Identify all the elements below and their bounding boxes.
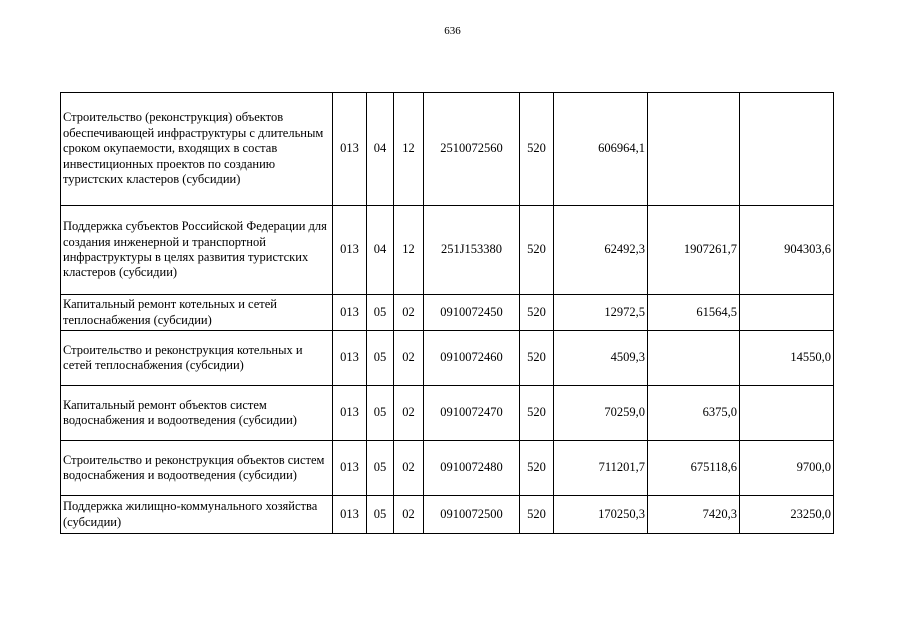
amount-year1-cell: 711201,7 xyxy=(554,441,648,496)
subsection-code-cell: 02 xyxy=(394,496,424,534)
target-code-cell: 0910072500 xyxy=(424,496,520,534)
ministry-code-cell: 013 xyxy=(333,295,367,331)
subsection-code-cell: 12 xyxy=(394,93,424,206)
table-row xyxy=(61,93,834,206)
expense-type-cell: 520 xyxy=(520,331,554,386)
target-code-cell: 0910072480 xyxy=(424,441,520,496)
expense-name-cell: Строительство и реконструкция объектов систем водоснабжения и водоотведения (субсидии) xyxy=(61,441,333,496)
target-code-cell: 251J153380 xyxy=(424,206,520,295)
expense-type-cell: 520 xyxy=(520,496,554,534)
table-row xyxy=(61,441,834,496)
expense-name-cell: Строительство и реконструкция котельных и сетей теплоснабжения (субсидии) xyxy=(61,331,333,386)
ministry-code-cell: 013 xyxy=(333,93,367,206)
amount-year1-cell: 62492,3 xyxy=(554,206,648,295)
amount-year1-cell: 170250,3 xyxy=(554,496,648,534)
amount-year3-cell: 14550,0 xyxy=(740,331,834,386)
page-number: 636 xyxy=(444,25,461,37)
section-code-cell: 05 xyxy=(367,441,394,496)
expense-type-cell: 520 xyxy=(520,386,554,441)
subsection-code-cell: 02 xyxy=(394,441,424,496)
section-code-cell: 04 xyxy=(367,206,394,295)
subsection-code-cell: 02 xyxy=(394,386,424,441)
subsection-code-cell: 02 xyxy=(394,331,424,386)
section-code-cell: 04 xyxy=(367,93,394,206)
ministry-code-cell: 013 xyxy=(333,206,367,295)
section-code-cell: 05 xyxy=(367,295,394,331)
expense-type-cell: 520 xyxy=(520,206,554,295)
amount-year1-cell: 4509,3 xyxy=(554,331,648,386)
expense-name-cell: Капитальный ремонт котельных и сетей теплоснабжения (субсидии) xyxy=(61,295,333,331)
expense-name-cell: Поддержка жилищно-коммунального хозяйства (субсидии) xyxy=(61,496,333,534)
ministry-code-cell: 013 xyxy=(333,441,367,496)
amount-year1-cell: 70259,0 xyxy=(554,386,648,441)
amount-year3-cell: 904303,6 xyxy=(740,206,834,295)
expense-name-cell: Поддержка субъектов Российской Федерации для создания инженерной и транспортной инфраструктуры в целях развития туристских кластеров (субсидии) xyxy=(61,206,333,295)
amount-year1-cell: 12972,5 xyxy=(554,295,648,331)
table-row xyxy=(61,331,834,386)
table-row xyxy=(61,295,834,331)
amount-year3-cell xyxy=(740,295,834,331)
subsection-code-cell: 12 xyxy=(394,206,424,295)
table-row xyxy=(61,386,834,441)
target-code-cell: 2510072560 xyxy=(424,93,520,206)
ministry-code-cell: 013 xyxy=(333,496,367,534)
section-code-cell: 05 xyxy=(367,496,394,534)
amount-year3-cell: 9700,0 xyxy=(740,441,834,496)
target-code-cell: 0910072470 xyxy=(424,386,520,441)
amount-year2-cell: 1907261,7 xyxy=(648,206,740,295)
amount-year2-cell xyxy=(648,331,740,386)
amount-year2-cell: 6375,0 xyxy=(648,386,740,441)
table-row xyxy=(61,206,834,295)
expense-name-cell: Капитальный ремонт объектов систем водоснабжения и водоотведения (субсидии) xyxy=(61,386,333,441)
amount-year2-cell: 7420,3 xyxy=(648,496,740,534)
expense-name-cell: Строительство (реконструкция) объектов обеспечивающей инфраструктуры с длительным сроком окупаемости, входящих в состав инвестиционных проектов по созданию туристских кластеров (субсидии) xyxy=(61,93,333,206)
amount-year2-cell: 61564,5 xyxy=(648,295,740,331)
amount-year2-cell: 675118,6 xyxy=(648,441,740,496)
target-code-cell: 0910072460 xyxy=(424,331,520,386)
amount-year3-cell: 23250,0 xyxy=(740,496,834,534)
amount-year3-cell xyxy=(740,93,834,206)
section-code-cell: 05 xyxy=(367,331,394,386)
target-code-cell: 0910072450 xyxy=(424,295,520,331)
amount-year1-cell: 606964,1 xyxy=(554,93,648,206)
amount-year3-cell xyxy=(740,386,834,441)
ministry-code-cell: 013 xyxy=(333,331,367,386)
ministry-code-cell: 013 xyxy=(333,386,367,441)
expense-type-cell: 520 xyxy=(520,441,554,496)
expense-type-cell: 520 xyxy=(520,93,554,206)
amount-year2-cell xyxy=(648,93,740,206)
subsection-code-cell: 02 xyxy=(394,295,424,331)
expense-type-cell: 520 xyxy=(520,295,554,331)
section-code-cell: 05 xyxy=(367,386,394,441)
table-row xyxy=(61,496,834,534)
budget-table xyxy=(60,92,834,534)
